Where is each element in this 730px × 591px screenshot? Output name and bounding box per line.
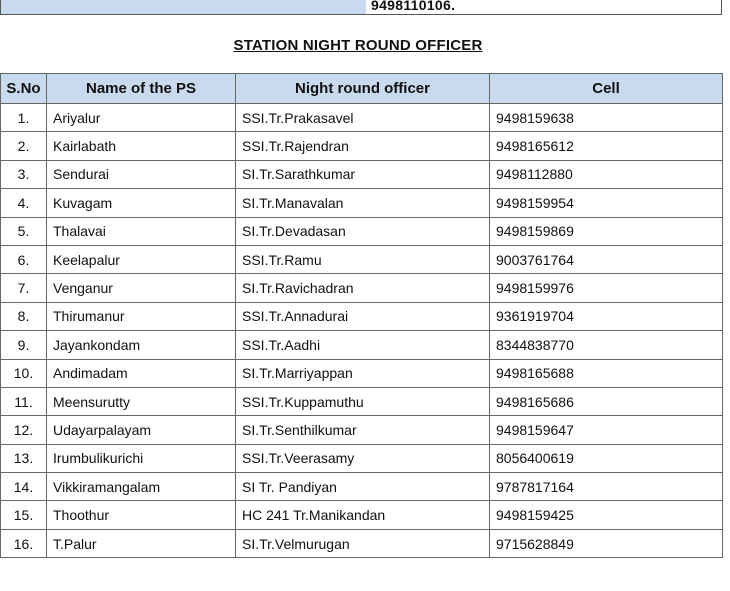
sno-cell: 11. — [1, 387, 47, 415]
ps-name-cell: T.Palur — [47, 529, 236, 557]
sno-cell: 7. — [1, 274, 47, 302]
officer-cell: SI.Tr.Velmurugan — [236, 529, 490, 557]
table-row — [1, 331, 723, 359]
ps-name-cell: Venganur — [47, 274, 236, 302]
ps-name-cell: Thoothur — [47, 501, 236, 529]
phone-cell: 9003761764 — [490, 245, 723, 273]
officer-cell: SSI.Tr.Annadurai — [236, 302, 490, 330]
sno-cell: 9. — [1, 331, 47, 359]
officer-cell: SI.Tr.Ravichadran — [236, 274, 490, 302]
sno-cell: 16. — [1, 529, 47, 557]
ps-name-cell: Kairlabath — [47, 132, 236, 160]
sno-cell: 5. — [1, 217, 47, 245]
phone-cell: 9498112880 — [490, 160, 723, 188]
phone-cell: 8344838770 — [490, 331, 723, 359]
previous-phone-number: 9498110106. — [371, 0, 456, 13]
officer-cell: SSI.Tr.Veerasamy — [236, 444, 490, 472]
table-header-row — [1, 74, 723, 104]
sno-cell: 4. — [1, 189, 47, 217]
table-row — [1, 302, 723, 330]
phone-cell: 9498159869 — [490, 217, 723, 245]
phone-cell: 9498165686 — [490, 387, 723, 415]
sno-cell: 8. — [1, 302, 47, 330]
officer-cell: SI.Tr.Senthilkumar — [236, 416, 490, 444]
table-row — [1, 359, 723, 387]
table-row — [1, 529, 723, 557]
ps-name-cell: Sendurai — [47, 160, 236, 188]
table-row — [1, 217, 723, 245]
table-row — [1, 501, 723, 529]
ps-name-cell: Meensurutty — [47, 387, 236, 415]
phone-cell: 9498165688 — [490, 359, 723, 387]
phone-cell: 9498159638 — [490, 104, 723, 132]
header-sno: S.No — [1, 74, 47, 104]
phone-cell: 9498165612 — [490, 132, 723, 160]
ps-name-cell: Thalavai — [47, 217, 236, 245]
ps-name-cell: Thirumanur — [47, 302, 236, 330]
table-row — [1, 473, 723, 501]
sno-cell: 10. — [1, 359, 47, 387]
officer-cell: SSI.Tr.Prakasavel — [236, 104, 490, 132]
header-cell: Cell — [490, 74, 723, 104]
table-row — [1, 387, 723, 415]
officer-cell: HC 241 Tr.Manikandan — [236, 501, 490, 529]
sno-cell: 6. — [1, 245, 47, 273]
phone-cell: 9715628849 — [490, 529, 723, 557]
sno-cell: 1. — [1, 104, 47, 132]
ps-name-cell: Irumbulikurichi — [47, 444, 236, 472]
ps-name-cell: Jayankondam — [47, 331, 236, 359]
header-officer: Night round officer — [236, 74, 490, 104]
sno-cell: 13. — [1, 444, 47, 472]
officer-cell: SSI.Tr.Ramu — [236, 245, 490, 273]
sno-cell: 14. — [1, 473, 47, 501]
phone-cell: 9498159425 — [490, 501, 723, 529]
sno-cell: 3. — [1, 160, 47, 188]
officer-cell: SSI.Tr.Kuppamuthu — [236, 387, 490, 415]
phone-cell: 8056400619 — [490, 444, 723, 472]
table-row — [1, 416, 723, 444]
officer-cell: SI.Tr.Manavalan — [236, 189, 490, 217]
ps-name-cell: Keelapalur — [47, 245, 236, 273]
previous-table-cell — [0, 0, 367, 15]
night-round-table — [0, 73, 723, 558]
previous-table-cell — [366, 0, 722, 15]
table-row — [1, 189, 723, 217]
phone-cell: 9498159954 — [490, 189, 723, 217]
table-row — [1, 160, 723, 188]
ps-name-cell: Ariyalur — [47, 104, 236, 132]
phone-cell: 9498159976 — [490, 274, 723, 302]
table-row — [1, 444, 723, 472]
table-row — [1, 104, 723, 132]
ps-name-cell: Andimadam — [47, 359, 236, 387]
officer-cell: SI.Tr.Marriyappan — [236, 359, 490, 387]
sno-cell: 15. — [1, 501, 47, 529]
officer-cell: SI.Tr.Devadasan — [236, 217, 490, 245]
table-row — [1, 132, 723, 160]
previous-table-remnant — [0, 0, 722, 16]
ps-name-cell: Vikkiramangalam — [47, 473, 236, 501]
table-row — [1, 245, 723, 273]
officer-cell: SSI.Tr.Rajendran — [236, 132, 490, 160]
section-title: STATION NIGHT ROUND OFFICER — [233, 37, 483, 54]
ps-name-cell: Kuvagam — [47, 189, 236, 217]
phone-cell: 9498159647 — [490, 416, 723, 444]
phone-cell: 9361919704 — [490, 302, 723, 330]
officer-cell: SSI.Tr.Aadhi — [236, 331, 490, 359]
officer-cell: SI Tr. Pandiyan — [236, 473, 490, 501]
table-row — [1, 274, 723, 302]
header-ps-name: Name of the PS — [47, 74, 236, 104]
officer-cell: SI.Tr.Sarathkumar — [236, 160, 490, 188]
ps-name-cell: Udayarpalayam — [47, 416, 236, 444]
phone-cell: 9787817164 — [490, 473, 723, 501]
sno-cell: 2. — [1, 132, 47, 160]
sno-cell: 12. — [1, 416, 47, 444]
